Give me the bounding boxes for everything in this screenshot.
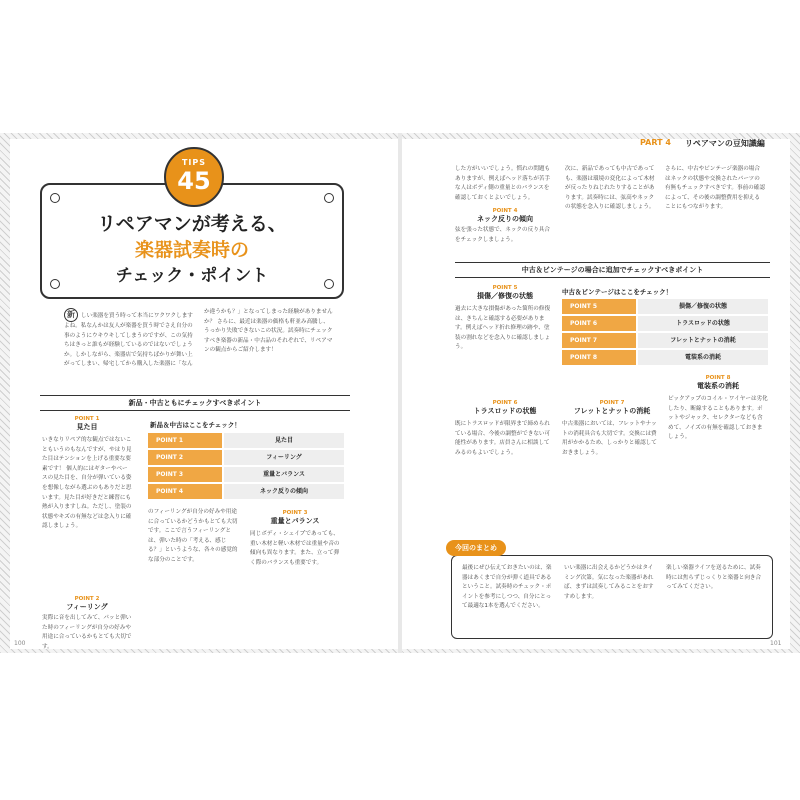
- checklist-2-row: [562, 350, 768, 365]
- point-4-block: [455, 208, 555, 243]
- point-3-heading: 重量とバランス: [270, 517, 320, 525]
- checklist-2-item-text: 損傷／修復の状態: [638, 299, 768, 314]
- section-2-title: 中古＆ビンテージの場合に追加でチェックすべきポイント: [516, 266, 710, 274]
- point-6-label: POINT 6: [492, 400, 518, 406]
- point-8-label: POINT 8: [705, 375, 731, 381]
- summary-tag: 今回のまとめ: [446, 540, 506, 556]
- checklist-2-item-text: 電装系の消耗: [638, 350, 768, 365]
- section-2-heading: [455, 262, 770, 278]
- point-4-text: 弦を張った状態で、ネックの反り具合をチェックしましょう。: [455, 227, 550, 243]
- checklist-2-item-text: フレットとナットの消耗: [638, 333, 768, 348]
- header-part: PART 4: [640, 138, 671, 147]
- point-5-block: [455, 285, 555, 415]
- point-6-text: 既にトラスロッドが限界まで締められている場合、今後の調整ができない可能性があります。店員さんに相談してみるのもよいでしょう。: [455, 421, 551, 456]
- section-1-title: 新品・中古ともにチェックすべきポイント: [123, 399, 268, 407]
- intro-text-2: か違うかも？」となってしまった経験がありませんか？ さらに、最近は楽器の価格も軒並み高騰し、うっかり失敗できないこの状況。試奏時にチェックすべき楽器の新品・中古品のそれぞれで、リペアマンの観点からご紹介します！: [204, 309, 333, 354]
- title-line-3: チェック・ポイント: [115, 266, 269, 286]
- checklist-1-point-label: POINT 1: [148, 433, 222, 448]
- checklist-1-row: [148, 484, 344, 499]
- point-3-text: 同じボディ・シェイプであっても、重い木材と軽い木材では重量や音の傾向も異なります。また、立って弾く際のバランスも重要です。: [250, 531, 340, 566]
- page-number-right: 101: [770, 640, 782, 647]
- checklist-2-row: [562, 333, 768, 348]
- point-2-text: 実際に音を出してみて、パッと弾いた時のフィーリングが自分の好みや用途に合っているかもとても大切です。: [42, 615, 132, 650]
- tips-badge: [164, 147, 224, 207]
- point-7-text: 中古楽器においては、フレットやナットの消耗具合も大切です。交換には費用がかかるため、しっかりと確認しておきましょう。: [562, 421, 657, 456]
- right-top-col-2: 次に、新品であっても中古であっても、楽器は環境の変化によって木材が反ったりねじれたりすることがあります。試奏時には、弦高やネックの状態を念入りに確認しましょう。: [565, 166, 655, 211]
- summary-box: [451, 555, 773, 639]
- checklist-2-point-label: POINT 8: [562, 350, 636, 365]
- checklist-1-item-text: 見た目: [224, 433, 344, 448]
- checklist-2-row: [562, 299, 768, 314]
- intro-col-2: [204, 308, 334, 388]
- point-6-block: [455, 400, 555, 530]
- checklist-1-row: [148, 467, 344, 482]
- checklist-1-point-label: POINT 3: [148, 467, 222, 482]
- point-2-label: POINT 2: [74, 596, 100, 602]
- checklist-1-item-text: フィーリング: [224, 450, 344, 465]
- checklist-2-row: [562, 316, 768, 331]
- summary-col-2: いい楽器に出会えるかどうかはタイミング次第。気になった楽器があれば、まずは試奏してみることをおすすめします。: [564, 565, 654, 600]
- intro-text-1: しい楽器を買う時って本当にワクワクしますよね。私なんかは友人が楽器を買う時でさえ自分の事のようにウキウキしてしまうのですが、この気持ちはきっと誰もが経験しているのではないでしょうか。しかしながら、楽器店で気持ちばかりが舞い上がってしまい、帰宅してから購入した楽器に「なん: [64, 313, 193, 368]
- intro-col-1: [64, 308, 194, 388]
- checklist-2-point-label: POINT 7: [562, 333, 636, 348]
- tips-label: TIPS: [181, 158, 207, 167]
- screw-icon: [50, 193, 60, 203]
- checklist-1-point-label: POINT 4: [148, 484, 222, 499]
- screw-icon: [324, 193, 334, 203]
- point-8-heading: 電装系の消耗: [697, 382, 739, 390]
- section-1-mid-text: のフィーリングが自分の好みや用途に合っているかどうかもとても大切です。ここで言うフィーリングとは、弾いた時の「考える、感じる？」というような、各々の感覚的な部分のことです。: [148, 509, 238, 563]
- checklist-2-item-text: トラスロッドの状態: [638, 316, 768, 331]
- right-top-col-3: さらに、中古やビンテージ楽器の場合はネックの状態や交換されたパーツの有無もチェックすべきです。事前の確認によって、その後の調整費用を抑えることにもつながります。: [665, 166, 765, 211]
- checklist-2-point-label: POINT 6: [562, 316, 636, 331]
- page-gutter: [398, 133, 402, 653]
- point-7-block: [562, 400, 662, 530]
- summary-col-1: 最後にぜひ伝えておきたいのは、楽器はあくまで自分が弾く道具であるということ。試奏時のチェック・ポイントを参考にしつつ、自分にとって最適な1本を選んでください。: [462, 565, 552, 610]
- point-1-heading: 見た目: [76, 423, 98, 431]
- point-2-heading: フィーリング: [66, 603, 108, 611]
- point-5-heading: 損傷／修復の状態: [477, 292, 533, 300]
- summary-col-3: 楽しい楽器ライフを送るために、試奏時には焦らずじっくりと楽器と向き合ってみてください。: [666, 565, 762, 591]
- right-top-col-1: した方がいいでしょう。慣れの問題もありますが、例えばヘッド落ちが苦手な人はボディ側の重量とのバランスを確認しておくとよいでしょう。: [455, 166, 551, 201]
- point-5-label: POINT 5: [492, 285, 518, 291]
- checklist-1-title: 新品＆中古はここをチェック！: [150, 421, 241, 429]
- point-1-label: POINT 1: [74, 416, 100, 422]
- point-5-text: 過去に大きな損傷があった箇所の修復は、きちんと確認する必要があります。例えばヘッド折れ修理の跡や、塗装の割れなどを念入りに確認しましょう。: [455, 306, 551, 351]
- point-7-heading: フレットとナットの消耗: [573, 407, 651, 415]
- tips-number: 45: [177, 167, 211, 195]
- checklist-1-item-text: ネック反りの傾向: [224, 484, 344, 499]
- header-title: リペアマンの豆知識編: [685, 139, 765, 148]
- title-line-2: 楽器試奏時の: [134, 239, 249, 261]
- checklist-1-point-label: POINT 2: [148, 450, 222, 465]
- checklist-1-row: [148, 450, 344, 465]
- point-8-text: ピックアップのコイル・ワイヤーは劣化したり、断線することもあります。ポットやジャック、セレクターなども含めて、ノイズの有無を確認しておきましょう。: [668, 396, 768, 441]
- point-1-block: [42, 416, 132, 596]
- intro-dropcap: 新: [64, 308, 78, 322]
- point-3-label: POINT 3: [282, 510, 308, 516]
- checklist-1-row: [148, 433, 344, 448]
- point-1-text: いきなりリペア的な観点ではないこともいうのもなんですが、やはり見た目はテンションを上げる重要な要素です！ 個人的にはギターやベースの見た目を、自分が弾いている姿を想像しながら選ぶのもありだと思います。見た目が好きだと練習にも熱が入りますしね。ただし、塗装の状態やキズの有無などは念入りに確認しましょう。: [42, 437, 132, 530]
- point-4-heading: ネック反りの傾向: [477, 215, 533, 223]
- point-8-block: [668, 375, 768, 530]
- point-6-heading: トラスロッドの状態: [473, 407, 537, 415]
- title-line-1: リペアマンが考える、: [97, 213, 287, 235]
- section-1-heading: [40, 395, 350, 411]
- page-number-left: 100: [14, 640, 26, 647]
- point-7-label: POINT 7: [599, 400, 625, 406]
- checklist-2-title: 中古＆ビンテージはここをチェック！: [562, 288, 673, 296]
- point-3-block: [250, 510, 340, 610]
- point-2-block: [42, 596, 132, 650]
- checklist-2-point-label: POINT 5: [562, 299, 636, 314]
- point-4-label: POINT 4: [492, 208, 518, 214]
- checklist-1-item-text: 重量とバランス: [224, 467, 344, 482]
